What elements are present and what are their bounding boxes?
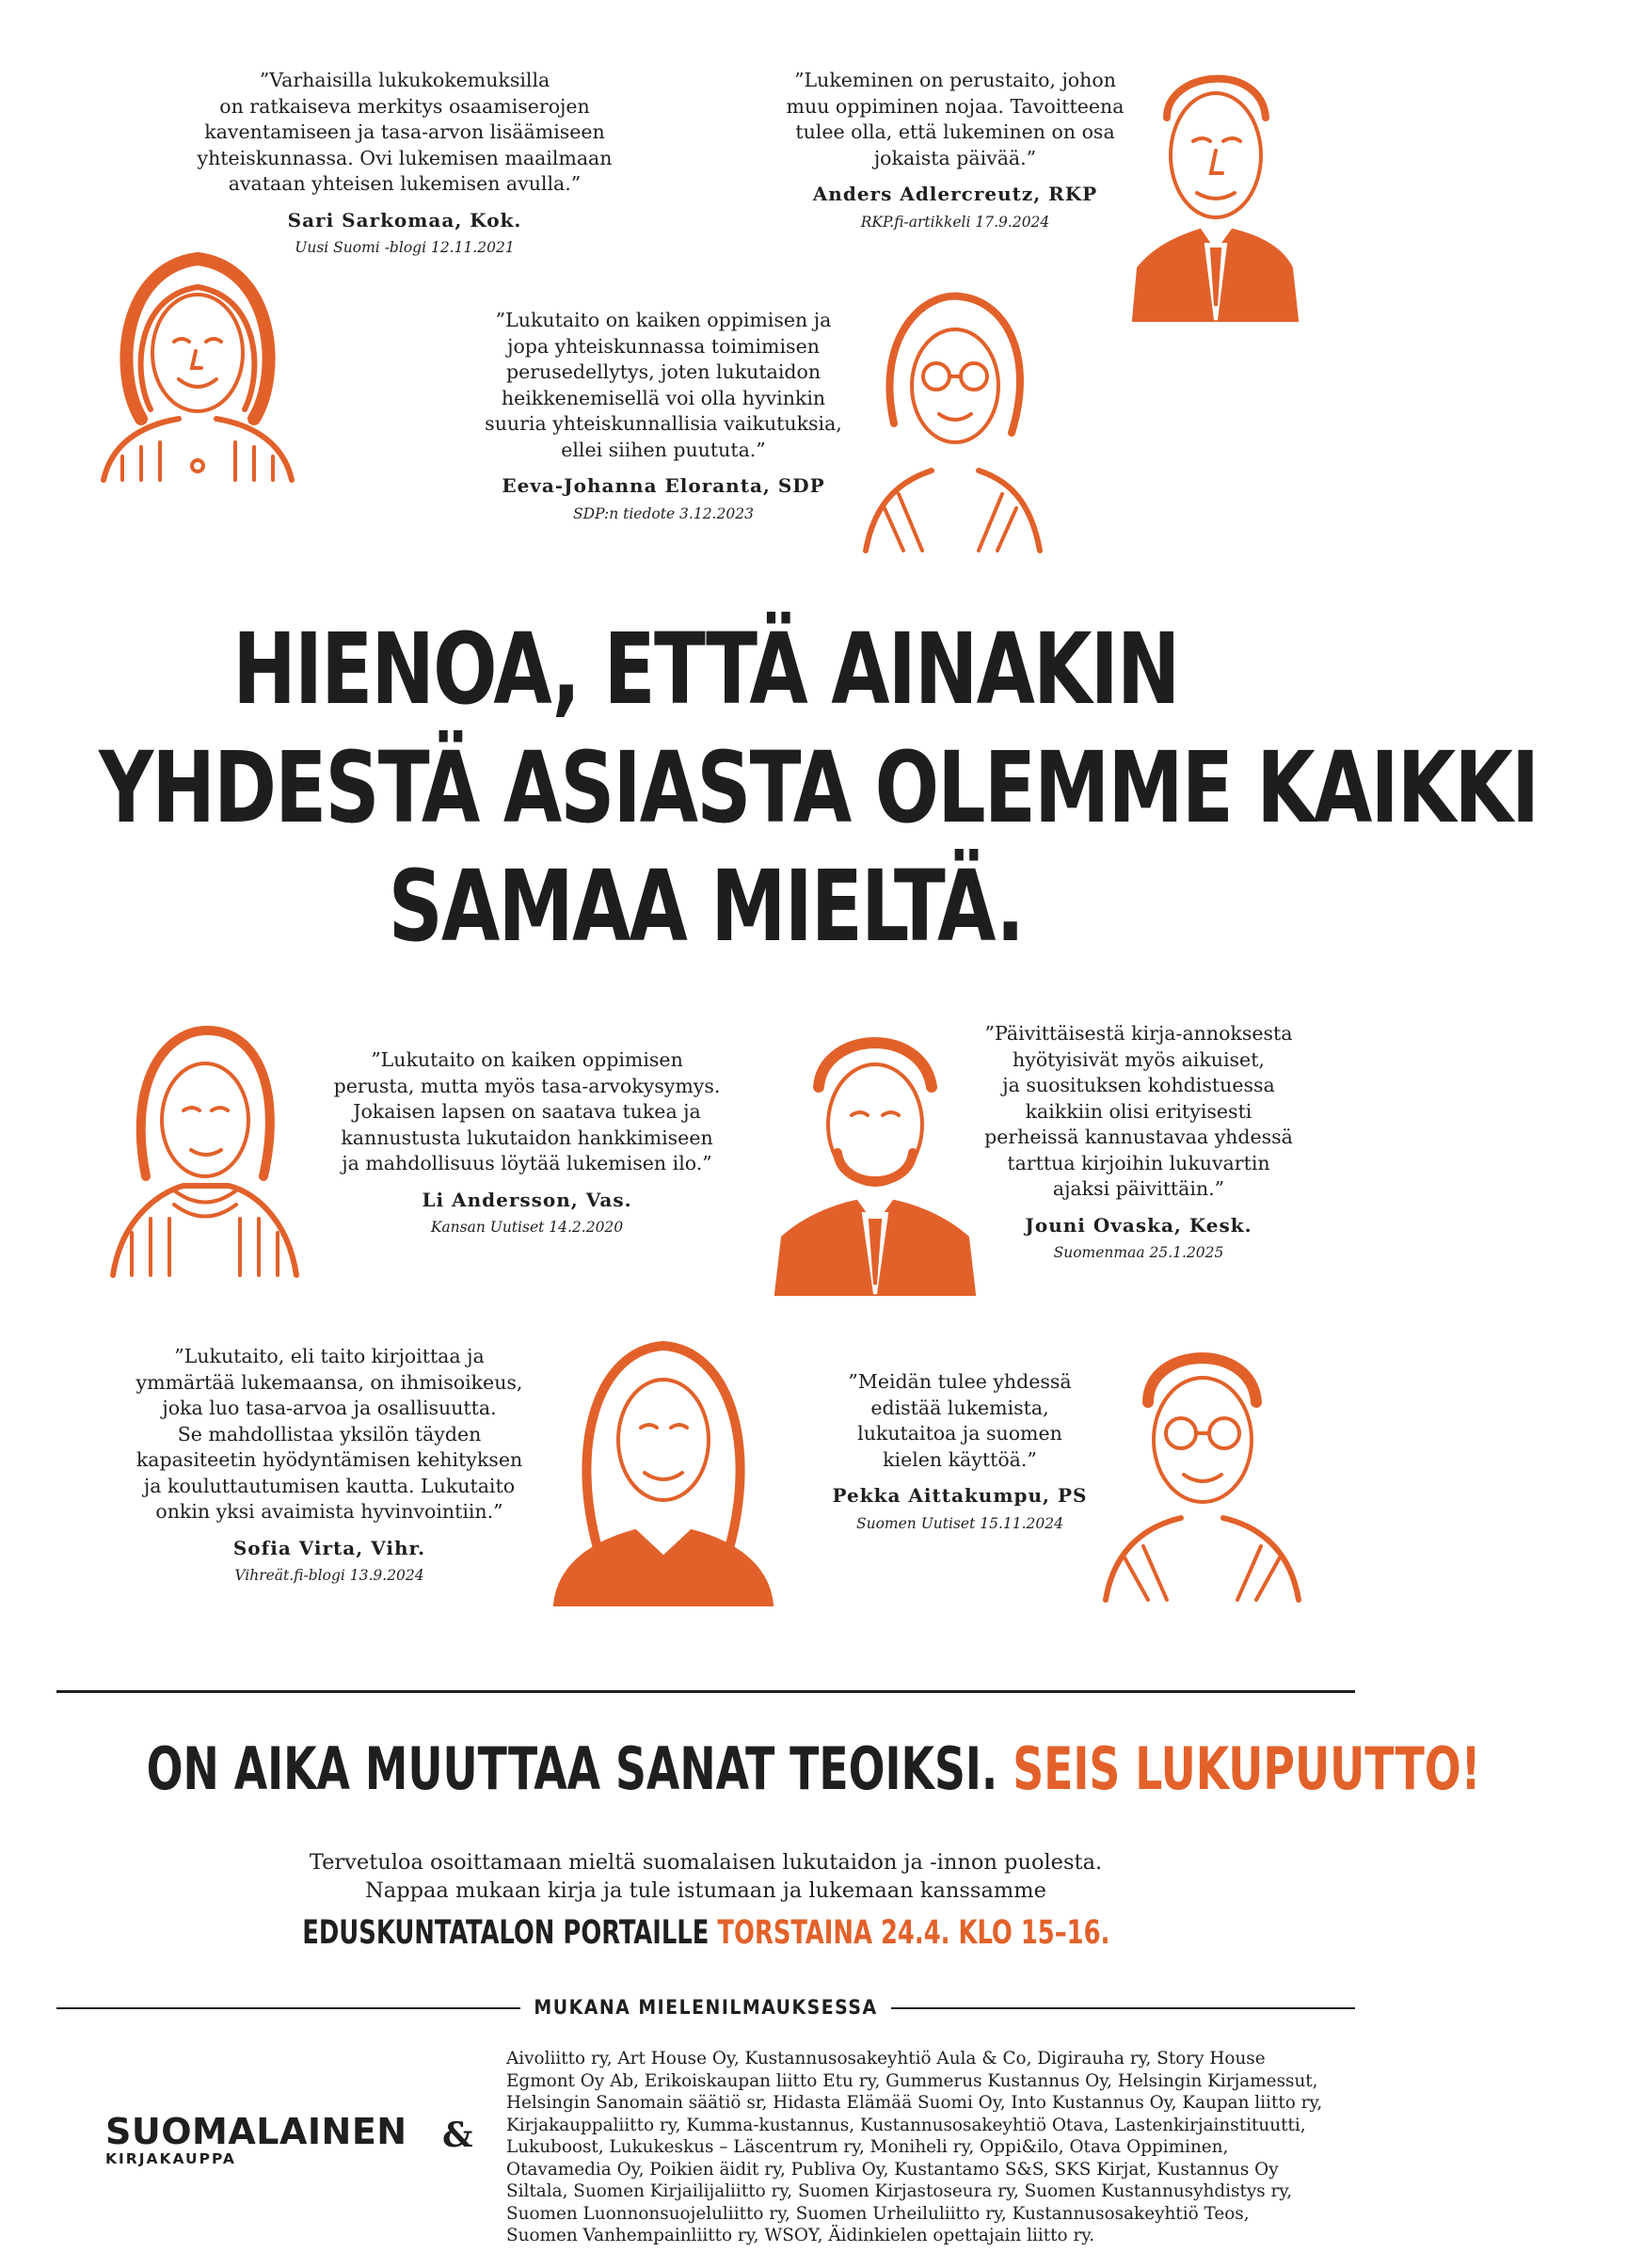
quote-adlercreutz: [767, 68, 1143, 235]
cta-part2: SEIS LUKUPUUTTO!: [1013, 1734, 1481, 1803]
quote-author: Pekka Aittakumpu, PS: [832, 1484, 1088, 1507]
suomalainen-kirjakauppa-logo: [105, 2113, 407, 2167]
headline-line: YHDESTÄ ASIASTA OLEMME KAIKKI: [99, 730, 1539, 845]
quote-ovaska: [960, 1021, 1317, 1267]
headline-line: HIENOA, ETTÄ AINAKIN: [232, 612, 1179, 727]
mukana-title: MUKANA MIELENILMAUKSESSA: [0, 1996, 1412, 2019]
invite-line: Tervetuloa osoittamaan mieltä suomalaisen lukutaidon ja -innon puolesta.: [309, 1850, 1103, 1875]
quote-source: SDP:n tiedote 3.12.2023: [573, 504, 754, 522]
quote-text: ”Lukutaito, eli taito kirjoittaa ja ymmärtää lukemaansa, on ihmisoikeus, joka luo tasa-arvoa ja osallisuutta. Se mahdollistaa yksilön täyden kapasiteetin hyödyntämisen kehityksen ja kouluttautumisen kautta. Lukutaito onkin yksi avaimista hyvinvointiin.”: [136, 1345, 523, 1523]
quote-virta: [113, 1344, 546, 1589]
quote-author: Jouni Ovaska, Kesk.: [1025, 1213, 1252, 1237]
ampersand: &: [442, 2116, 473, 2155]
quote-author: Li Andersson, Vas.: [422, 1188, 632, 1211]
location-text: EDUSKUNTATALON PORTAILLE: [301, 1914, 710, 1952]
quote-author: Sari Sarkomaa, Kok.: [287, 208, 522, 232]
cta-part1: ON AIKA MUUTTAA SANAT TEOIKSI.: [146, 1734, 998, 1803]
portrait-man-suit-icon: [1129, 52, 1299, 320]
quote-text: ”Varhaisilla lukukokemuksilla on ratkaiseva merkitys osaamiserojen kaventamiseen ja tasa-arvon lisäämiseen yhteiskunnassa. Ovi lukemisen maailmaan avataan yhteisen lukemisen avulla.”: [197, 69, 613, 195]
quote-source: Vihreät.fi-blogi 13.9.2024: [234, 1567, 424, 1584]
quote-aittakumpu: [809, 1369, 1110, 1537]
portrait-woman-long-hair-icon: [85, 231, 311, 485]
event-location: [0, 1912, 1412, 1954]
quote-author: Sofia Virta, Vihr.: [232, 1536, 426, 1559]
quote-text: ”Meidän tulee yhdessä edistää lukemista, lukutaitoa ja suomen kielen käyttöä.”: [848, 1370, 1072, 1471]
quote-author: Anders Adlercreutz, RKP: [812, 183, 1098, 205]
quote-source: Uusi Suomi -blogi 12.11.2021: [295, 239, 515, 256]
quote-text: ”Lukutaito on kaiken oppimisen perusta, mutta myös tasa-arvokysymys. Jokaisen lapsen on saatava tukea ja kannustusta lukutaidon hankkimiseen ja mahdollisuus löytää lukemisen ilo.”: [333, 1048, 721, 1174]
portrait-woman-blonde-icon: [550, 1332, 776, 1605]
quote-source: RKP.fi-artikkeli 17.9.2024: [860, 213, 1050, 231]
main-headline: [0, 610, 1539, 966]
quote-text: ”Lukeminen on perustaito, johon muu oppiminen nojaa. Tavoitteena tulee olla, että lukeminen on osa jokaista päivää.”: [786, 69, 1125, 169]
invite-line: Nappaa mukaan kirja ja tule istumaan ja lukemaan kanssamme: [365, 1878, 1046, 1903]
logo-line2: KIRJAKAUPPA: [105, 2150, 236, 2167]
partner-list: Aivoliitto ry, Art House Oy, Kustannusosakeyhtiö Aula & Co, Digirauha ry, Story House Egmont Oy Ab, Erikoiskaupan liitto Etu ry, Gummerus Kustannus Oy, Helsingin Kirjamessut, Helsingin Sanomain säätiö sr, Hidasta Elämää Suomi Oy, Into Kustannus Oy, Kaupan liitto ry, Kirjakauppaliitto ry, Kumma-kustannus, Kustannusosakeyhtiö Otava, Lastenkirjainstituutti, Lukuboost, Lukukeskus – Läscentrum ry, Moniheli ry, Oppi&ilo, Otava Oppiminen, Otavamedia Oy, Poikien äidit ry, Publiva Oy, Kustantamo S&S, SKS Kirjat, Kustannus Oy Siltala, Suomen Kirjailijaliitto ry, Suomen Kirjastoseura ry, Suomen Kustannusyhdistys ry, Suomen Luonnonsuojeluliitto ry, Suomen Urheiluliitto ry, Kustannusosakeyhtiö Teos, Suomen Vanhempainliitto ry, WSOY, Äidinkielen opettajain liitto ry.: [506, 2049, 1323, 2245]
section-divider: [56, 1690, 1355, 1693]
quote-text: ”Päivittäisestä kirja-annoksesta hyötyisivät myös aikuiset, ja suosituksen kohdistuessa kaikkiin olisi erityisesti perheissä kannustavaa yhdessä tarttua kirjoihin lukuvartin ajaksi päivittäin.”: [984, 1022, 1293, 1200]
portrait-man-glasses-icon: [1101, 1332, 1303, 1600]
portrait-man-beard-icon: [772, 1021, 979, 1294]
time-text: TORSTAINA 24.4. KLO 15–16.: [717, 1914, 1110, 1952]
quote-source: Suomen Uutiset 15.11.2024: [856, 1514, 1063, 1532]
cta-heading: [0, 1733, 1481, 1805]
quote-eloranta: [471, 308, 856, 527]
invite-text: [0, 1848, 1412, 1905]
quote-source: Suomenmaa 25.1.2025: [1053, 1244, 1224, 1261]
headline-line: SAMAA MIELTÄ.: [388, 849, 1024, 964]
portrait-woman-glasses-icon: [856, 282, 1045, 551]
portrait-woman-sweater-icon: [108, 1016, 301, 1275]
quote-text: ”Lukutaito on kaiken oppimisen ja jopa yhteiskunnassa toimimisen perusedellytys, joten lukutaidon heikkenemisellä voi olla hyvinkin suuria yhteiskunnallisia vaikutuksia, ellei siihen puututa.”: [485, 309, 842, 461]
quote-source: Kansan Uutiset 14.2.2020: [430, 1219, 624, 1236]
quote-author: Eeva-Johanna Eloranta, SDP: [502, 474, 825, 497]
logo-line1: SUOMALAINEN: [105, 2111, 407, 2152]
quote-andersson: [320, 1047, 734, 1241]
